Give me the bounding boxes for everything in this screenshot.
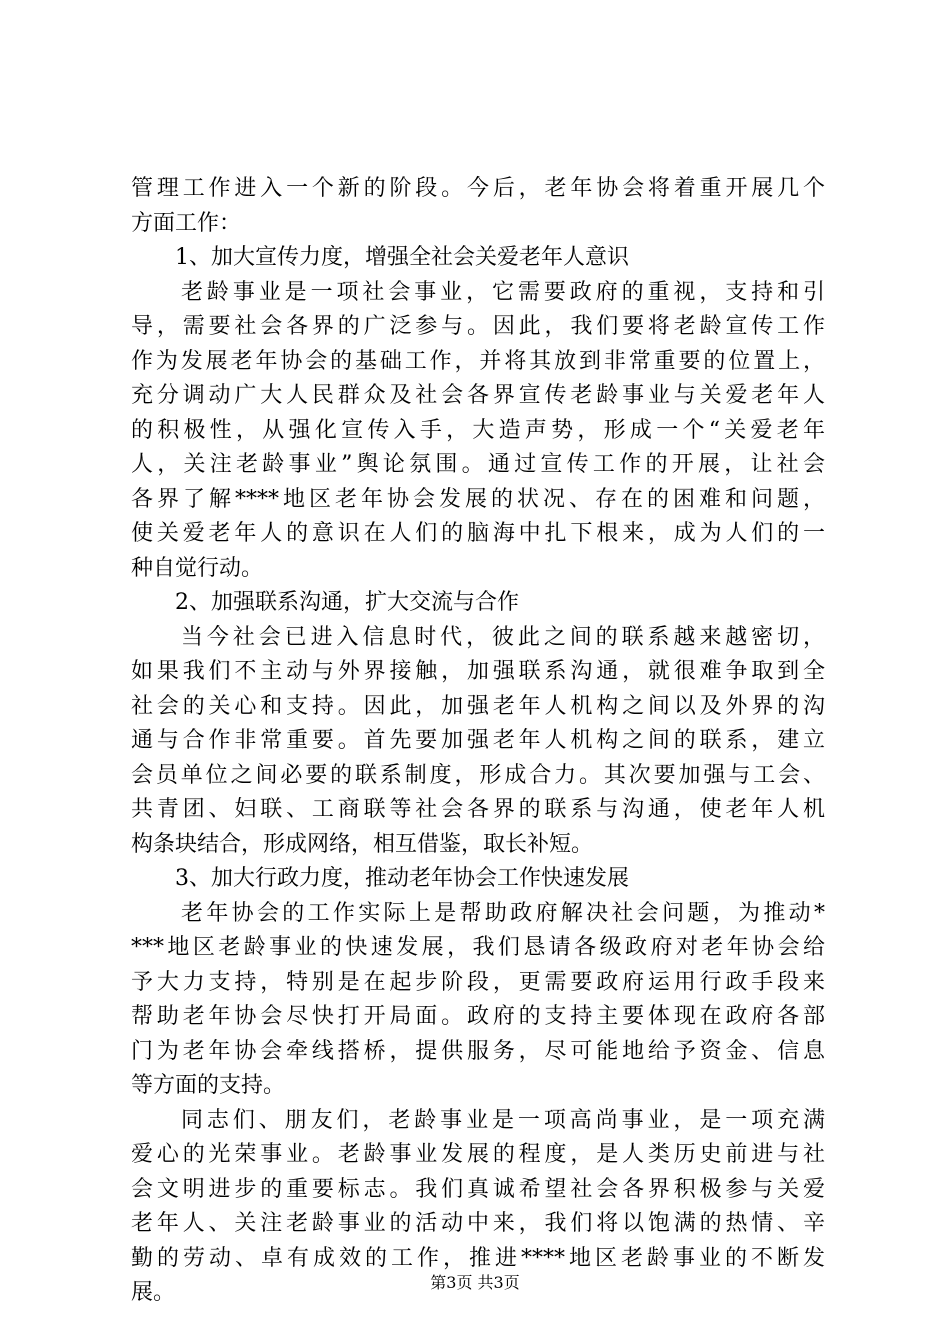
text-line: 老年人、关注老龄事业的活动中来，我们将以饱满的热情、辛 [131,1211,825,1236]
text-line: 通与合作非常重要。首先要加强老年人机构之间的联系，建立 [131,728,825,753]
text-line: 老龄事业是一项社会事业，它需要政府的重视，支持和引 [181,279,825,305]
text-line: 作为发展老年协会的基础工作，并将其放到非常重要的位置上， [131,348,825,374]
text-line: 会文明进步的重要标志。我们真诚希望社会各界积极参与关爱 [131,1176,825,1202]
text-line: 爱心的光荣事业。老龄事业发展的程度，是人类历史前进与社 [131,1142,825,1167]
text-line: 帮助老年协会尽快打开局面。政府的支持主要体现在政府各部 [131,1004,825,1029]
text-line: 会员单位之间必要的联系制度，形成合力。其次要加强与工会、 [131,762,825,788]
text-line: 同志们、朋友们，老龄事业是一项高尚事业，是一项充满 [181,1107,825,1133]
text-line: 1、加大宣传力度，增强全社会关爱老年人意识 [175,245,629,270]
text-line: 人，关注老龄事业”舆论氛围。通过宣传工作的开展，让社会 [131,452,825,477]
text-line: 充分调动广大人民群众及社会各界宣传老龄事业与关爱老年人 [131,383,825,408]
text-line: 当今社会已进入信息时代，彼此之间的联系越来越密切， [181,624,825,650]
text-line: 方面工作： [131,210,242,236]
text-line: 管理工作进入一个新的阶段。今后，老年协会将着重开展几个 [131,176,825,201]
text-line: 各界了解****地区老年协会发展的状况、存在的困难和问题， [131,486,825,512]
text-line: 展。 [131,1280,176,1305]
text-line: 等方面的支持。 [131,1073,286,1098]
text-line: 的积极性，从强化宣传入手，大造声势，形成一个“关爱老年 [131,417,825,443]
text-line: 3、加大行政力度，推动老年协会工作快速发展 [175,866,629,891]
text-line: ***地区老龄事业的快速发展，我们恳请各级政府对老年协会给 [131,935,825,960]
text-line: 共青团、妇联、工商联等社会各界的联系与沟通，使老年人机 [131,797,825,822]
text-line: 门为老年协会牵线搭桥，提供服务，尽可能地给予资金、信息 [131,1038,825,1064]
text-line: 如果我们不主动与外界接触，加强联系沟通，就很难争取到全 [131,659,825,684]
text-line: 2、加强联系沟通，扩大交流与合作 [175,590,519,615]
text-line: 种自觉行动。 [131,555,264,581]
page-footer [0,1270,950,1293]
document-body [131,172,825,1311]
text-line: 使关爱老年人的意识在人们的脑海中扎下根来，成为人们的一 [131,521,825,546]
text-line: 老年协会的工作实际上是帮助政府解决社会问题，为推动* [181,900,825,926]
page-number: 第3页 共3页 [430,1273,520,1292]
text-line: 勤的劳动、卓有成效的工作，推进****地区老龄事业的不断发 [131,1245,825,1271]
text-line: 构条块结合，形成网络，相互借鉴，取长补短。 [131,831,594,857]
text-line: 导，需要社会各界的广泛参与。因此，我们要将老龄宣传工作 [131,314,825,339]
text-line: 予大力支持，特别是在起步阶段，更需要政府运用行政手段来 [131,969,825,995]
text-line: 社会的关心和支持。因此，加强老年人机构之间以及外界的沟 [131,693,825,719]
